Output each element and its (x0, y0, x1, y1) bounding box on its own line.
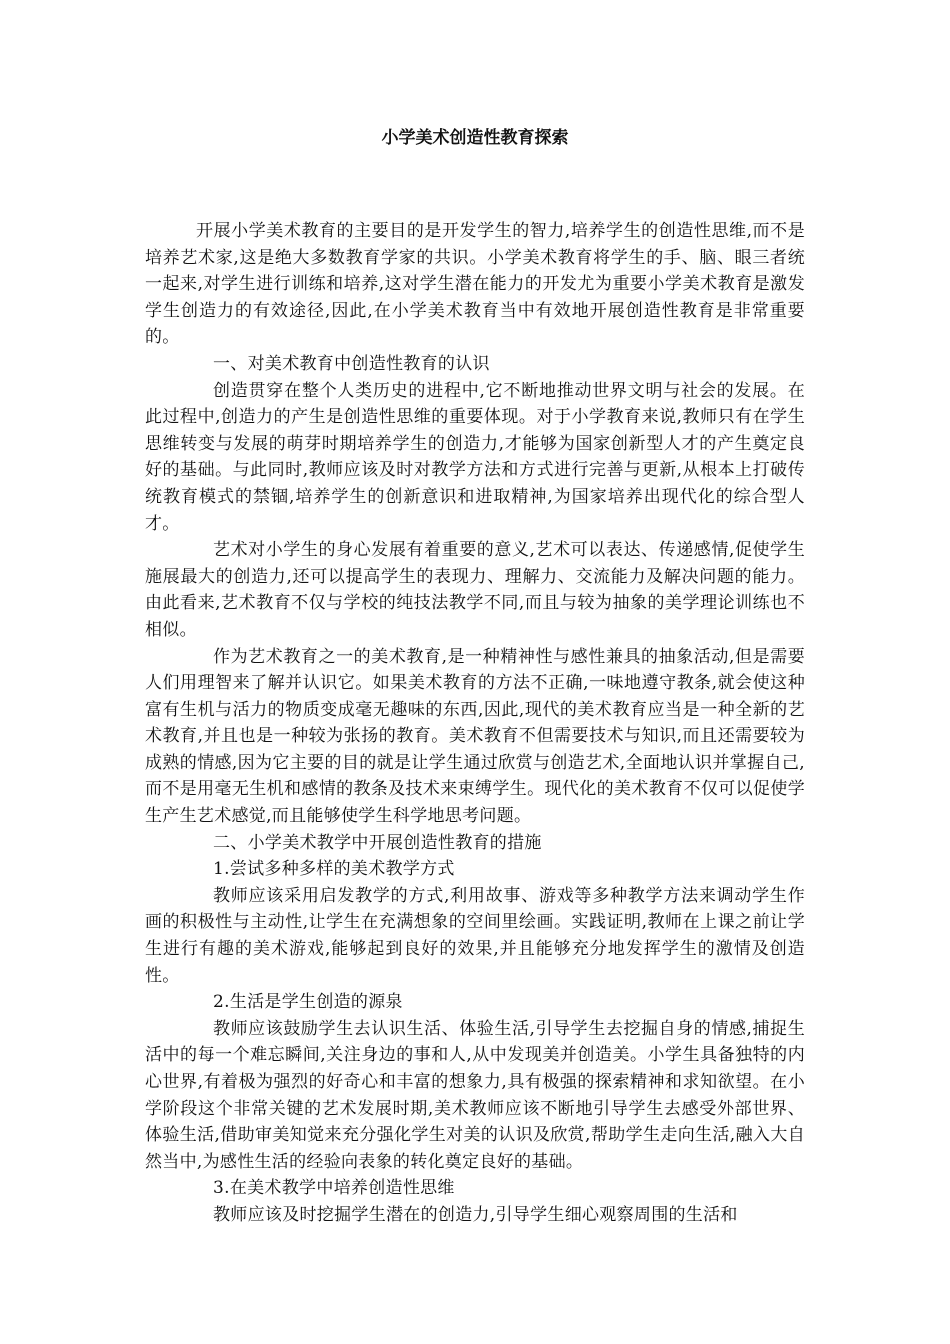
section-heading-2: 二、小学美术教学中开展创造性教育的措施 (213, 832, 542, 853)
intro-paragraph: 开展小学美术教育的主要目的是开发学生的智力,培养学生的创造性思维,而不是培养艺术家,这是绝大多数教育学家的共识。小学美术教育将学生的手、脑、眼三者统一起来,对学生进行训练和培养,这对学生潜在能力的开发尤为重要小学美术教育是激发学生创造力的有效途径,因此,在小学美术教育当中有效地开展创造性教育是非常重要的。 (145, 221, 805, 348)
body-paragraph: 创造贯穿在整个人类历史的进程中,它不断地推动世界文明与社会的发展。在此过程中,创造力的产生是创造性思维的重要体现。对于小学教育来说,教师只有在学生思维转变与发展的萌芽时期培养学生的创造力,才能够为国家创新型人才的产生奠定良好的基础。与此同时,教师应该及时对教学方法和方式进行完善与更新,从根本上打破传统教育模式的禁锢,培养学生的创新意识和进取精神,为国家培养出现代化的综合型人才。 (145, 380, 805, 534)
body-paragraph: 艺术对小学生的身心发展有着重要的意义,艺术可以表达、传递感情,促使学生施展最大的创造力,还可以提高学生的表现力、理解力、交流能力及解决问题的能力。由此看来,艺术教育不仅与学校的纯技法教学不同,而且与较为抽象的美学理论训练也不相似。 (145, 540, 805, 640)
section-heading-1: 一、对美术教育中创造性教育的认识 (213, 353, 490, 374)
subsection-heading-2: 2.生活是学生创造的源泉 (213, 992, 403, 1013)
body-paragraph: 作为艺术教育之一的美术教育,是一种精神性与感性兼具的抽象活动,但是需要人们用理智来了解并认识它。如果美术教育的方法不正确,一味地遵守教条,就会使这种富有生机与活力的物质变成毫无趣味的东西,因此,现代的美术教育应当是一种全新的艺术教育,并且也是一种较为张扬的教育。美术教育不但需要技术与知识,而且还需要较为成熟的情感,因为它主要的目的就是让学生通过欣赏与创造艺术,全面地认识并掌握自己,而不是用毫无生机和感情的教条及技术来束缚学生。现代化的美术教育不仅可以促使学生产生艺术感觉,而且能够使学生科学地思考问题。 (145, 646, 805, 827)
body-paragraph: 教师应该采用启发教学的方式,利用故事、游戏等多种教学方法来调动学生作画的积极性与主动性,让学生在充满想象的空间里绘画。实践证明,教师在上课之前让学生进行有趣的美术游戏,能够起到良好的效果,并且能够充分地发挥学生的激情及创造性。 (145, 885, 805, 986)
body-paragraph: 教师应该鼓励学生去认识生活、体验生活,引导学生去挖掘自身的情感,捕捉生活中的每一个难忘瞬间,关注身边的事和人,从中发现美并创造美。小学生具备独特的内心世界,有着极为强烈的好奇心和丰富的想象力,具有极强的探索精神和求知欲望。在小学阶段这个非常关键的艺术发展时期,美术教师应该不断地引导学生去感受外部世界、体验生活,借助审美知觉来充分强化学生对美的认识及欣赏,帮助学生走向生活,融入大自然当中,为感性生活的经验向表象的转化奠定良好的基础。 (145, 1018, 805, 1172)
subsection-heading-3: 3.在美术教学中培养创造性思维 (213, 1178, 455, 1199)
body-paragraph: 教师应该及时挖掘学生潜在的创造力,引导学生细心观察周围的生活和 (213, 1204, 738, 1225)
document-title: 小学美术创造性教育探索 (381, 128, 569, 148)
document-body (145, 218, 805, 1229)
subsection-heading-1: 1.尝试多种多样的美术教学方式 (213, 859, 455, 880)
